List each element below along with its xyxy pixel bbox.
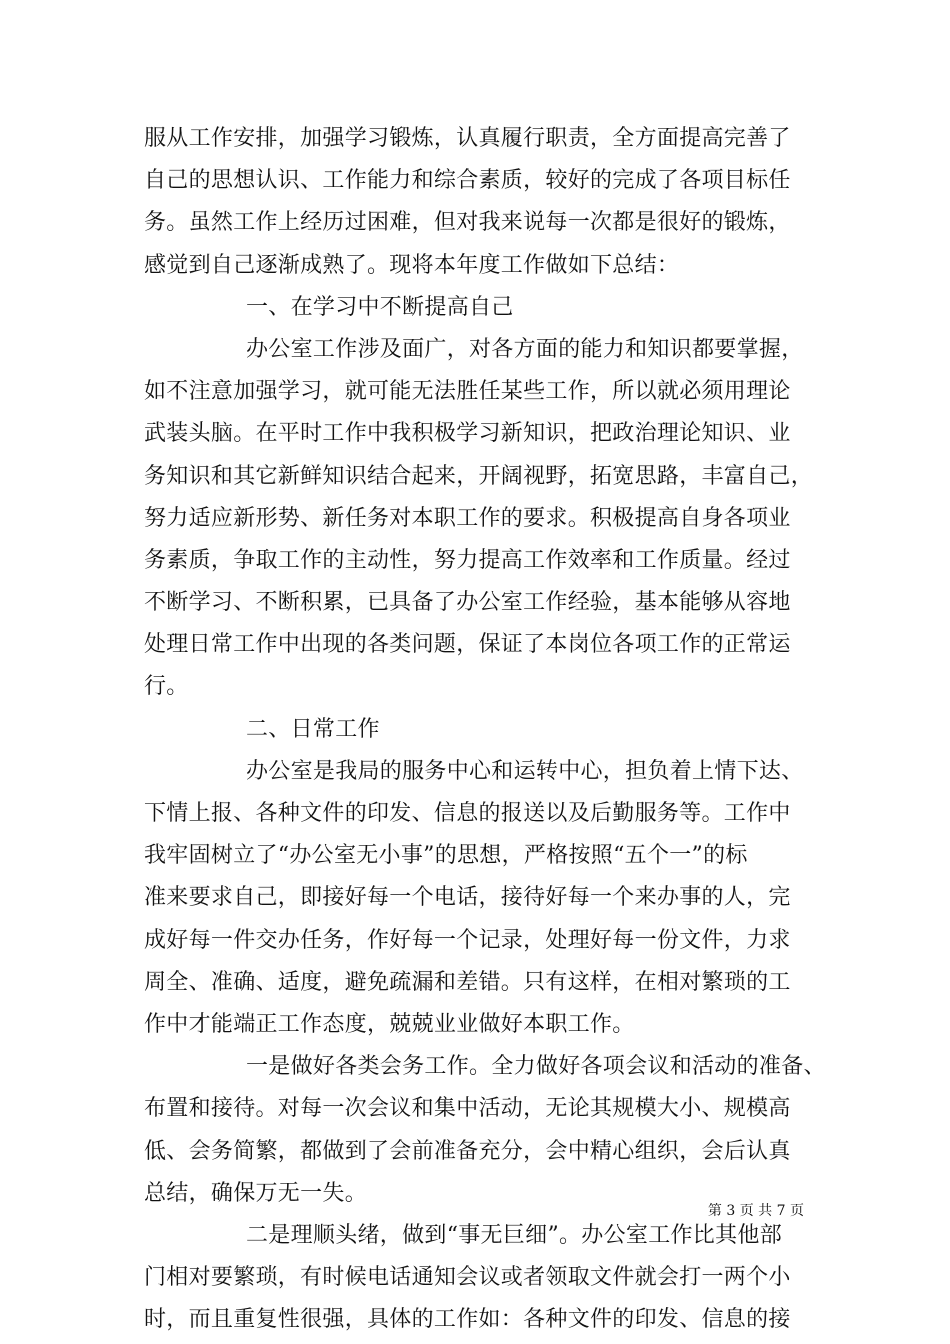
text-line: 作中才能端正工作态度，兢兢业业做好本职工作。 xyxy=(144,1011,635,1037)
text-line: 武装头脑。在平时工作中我积极学习新知识，把政治理论知识、业 xyxy=(144,421,791,447)
text-line: 我牢固树立了“办公室无小事”的思想，严格按照“五个一”的标 xyxy=(144,843,748,869)
text-line: 办公室工作涉及面广，对各方面的能力和知识都要掌握， xyxy=(246,336,804,362)
text-line: 一是做好各类会务工作。全力做好各项会议和活动的准备、 xyxy=(246,1054,826,1080)
text-line: 成好每一件交办任务，作好每一个记录，处理好每一份文件，力求 xyxy=(144,927,791,953)
text-line: 总结，确保万无一失。 xyxy=(144,1180,368,1206)
text-line: 准来要求自己，即接好每一个电话，接待好每一个来办事的人，完 xyxy=(144,885,791,911)
text-line: 布置和接待。对每一次会议和集中活动，无论其规模大小、规模高 xyxy=(144,1096,791,1122)
text-line: 一、在学习中不断提高自己 xyxy=(246,294,514,320)
text-line: 时，而且重复性很强，具体的工作如：各种文件的印发、信息的接 xyxy=(144,1307,791,1333)
text-line: 下情上报、各种文件的印发、信息的报送以及后勤服务等。工作中 xyxy=(144,801,791,826)
document-body xyxy=(144,118,826,1341)
text-line: 二是理顺头绪，做到“事无巨细”。办公室工作比其他部 xyxy=(246,1222,782,1248)
text-line: 务素质，争取工作的主动性，努力提高工作效率和工作质量。经过 xyxy=(144,547,791,573)
text-line: 努力适应新形势、新任务对本职工作的要求。积极提高自身各项业 xyxy=(144,505,791,531)
text-line: 行。 xyxy=(144,674,189,700)
text-line: 低、会务简繁，都做到了会前准备充分，会中精心组织，会后认真 xyxy=(144,1138,791,1164)
text-line: 二、日常工作 xyxy=(246,716,380,742)
text-line: 自己的思想认识、工作能力和综合素质，较好的完成了各项目标任 xyxy=(144,168,791,194)
text-line: 感觉到自己逐渐成熟了。现将本年度工作做如下总结： xyxy=(144,252,680,278)
text-line: 务。虽然工作上经历过困难，但对我来说每一次都是很好的锻炼， xyxy=(144,210,791,236)
page-number-footer: 第 3 页 共 7 页 xyxy=(707,1203,804,1219)
text-line: 门相对要繁琐，有时候电话通知会议或者领取文件就会打一两个小 xyxy=(144,1265,791,1291)
text-line: 办公室是我局的服务中心和运转中心，担负着上情下达、 xyxy=(246,758,804,784)
text-line: 处理日常工作中出现的各类问题，保证了本岗位各项工作的正常运 xyxy=(144,632,791,658)
text-line: 周全、准确、适度，避免疏漏和差错。只有这样，在相对繁琐的工 xyxy=(144,969,791,995)
text-line: 服从工作安排，加强学习锻炼，认真履行职责，全方面提高完善了 xyxy=(144,126,791,151)
text-line: 不断学习、不断积累，已具备了办公室工作经验，基本能够从容地 xyxy=(144,590,791,616)
text-line: 务知识和其它新鲜知识结合起来，开阔视野，拓宽思路，丰富自己， xyxy=(144,463,814,489)
text-line: 如不注意加强学习，就可能无法胜任某些工作，所以就必须用理论 xyxy=(144,379,791,405)
